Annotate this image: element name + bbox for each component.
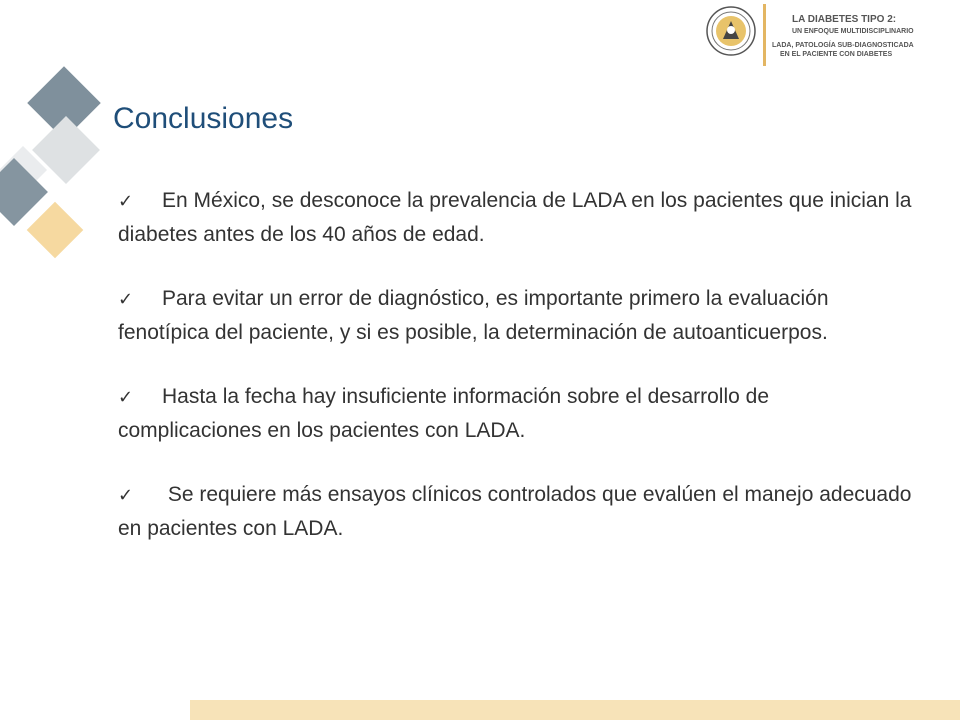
conclusions-list bbox=[118, 184, 918, 576]
header-logo bbox=[700, 4, 955, 66]
logo-description-line2: EN EL PACIENTE CON DIABETES bbox=[780, 51, 893, 58]
checkmark-icon: ✓ bbox=[118, 485, 134, 505]
conclusion-text: Para evitar un error de diagnóstico, es importante primero la evaluación fenotípica del paciente, y si es posible, la determinación de autoanticuerpos. bbox=[118, 287, 829, 344]
checkmark-icon: ✓ bbox=[118, 191, 134, 211]
checkmark-icon: ✓ bbox=[118, 387, 134, 407]
logo-subtitle: UN ENFOQUE MULTIDISCIPLINARIO bbox=[792, 28, 914, 35]
conclusion-item bbox=[118, 282, 918, 350]
diamond-shape-5 bbox=[27, 202, 84, 259]
academy-seal-icon bbox=[706, 6, 756, 56]
conclusion-item bbox=[118, 184, 918, 252]
conclusion-text: Se requiere más ensayos clínicos controlados que evalúen el manejo adecuado en pacientes con LADA. bbox=[118, 483, 912, 540]
conclusion-item bbox=[118, 478, 918, 546]
checkmark-icon: ✓ bbox=[118, 289, 134, 309]
logo-title: LA DIABETES TIPO 2: bbox=[792, 14, 897, 25]
slide-title: Conclusiones bbox=[113, 102, 294, 135]
conclusion-item bbox=[118, 380, 918, 448]
conclusion-text: En México, se desconoce la prevalencia de LADA en los pacientes que inician la diabetes antes de los 40 años de edad. bbox=[118, 189, 912, 246]
logo-divider bbox=[763, 4, 766, 66]
logo-description-line1: LADA, PATOLOGÍA SUB-DIAGNOSTICADA bbox=[772, 42, 914, 49]
conclusion-text: Hasta la fecha hay insuficiente información sobre el desarrollo de complicaciones en los pacientes con LADA. bbox=[118, 385, 770, 442]
footer-bar bbox=[190, 700, 960, 720]
